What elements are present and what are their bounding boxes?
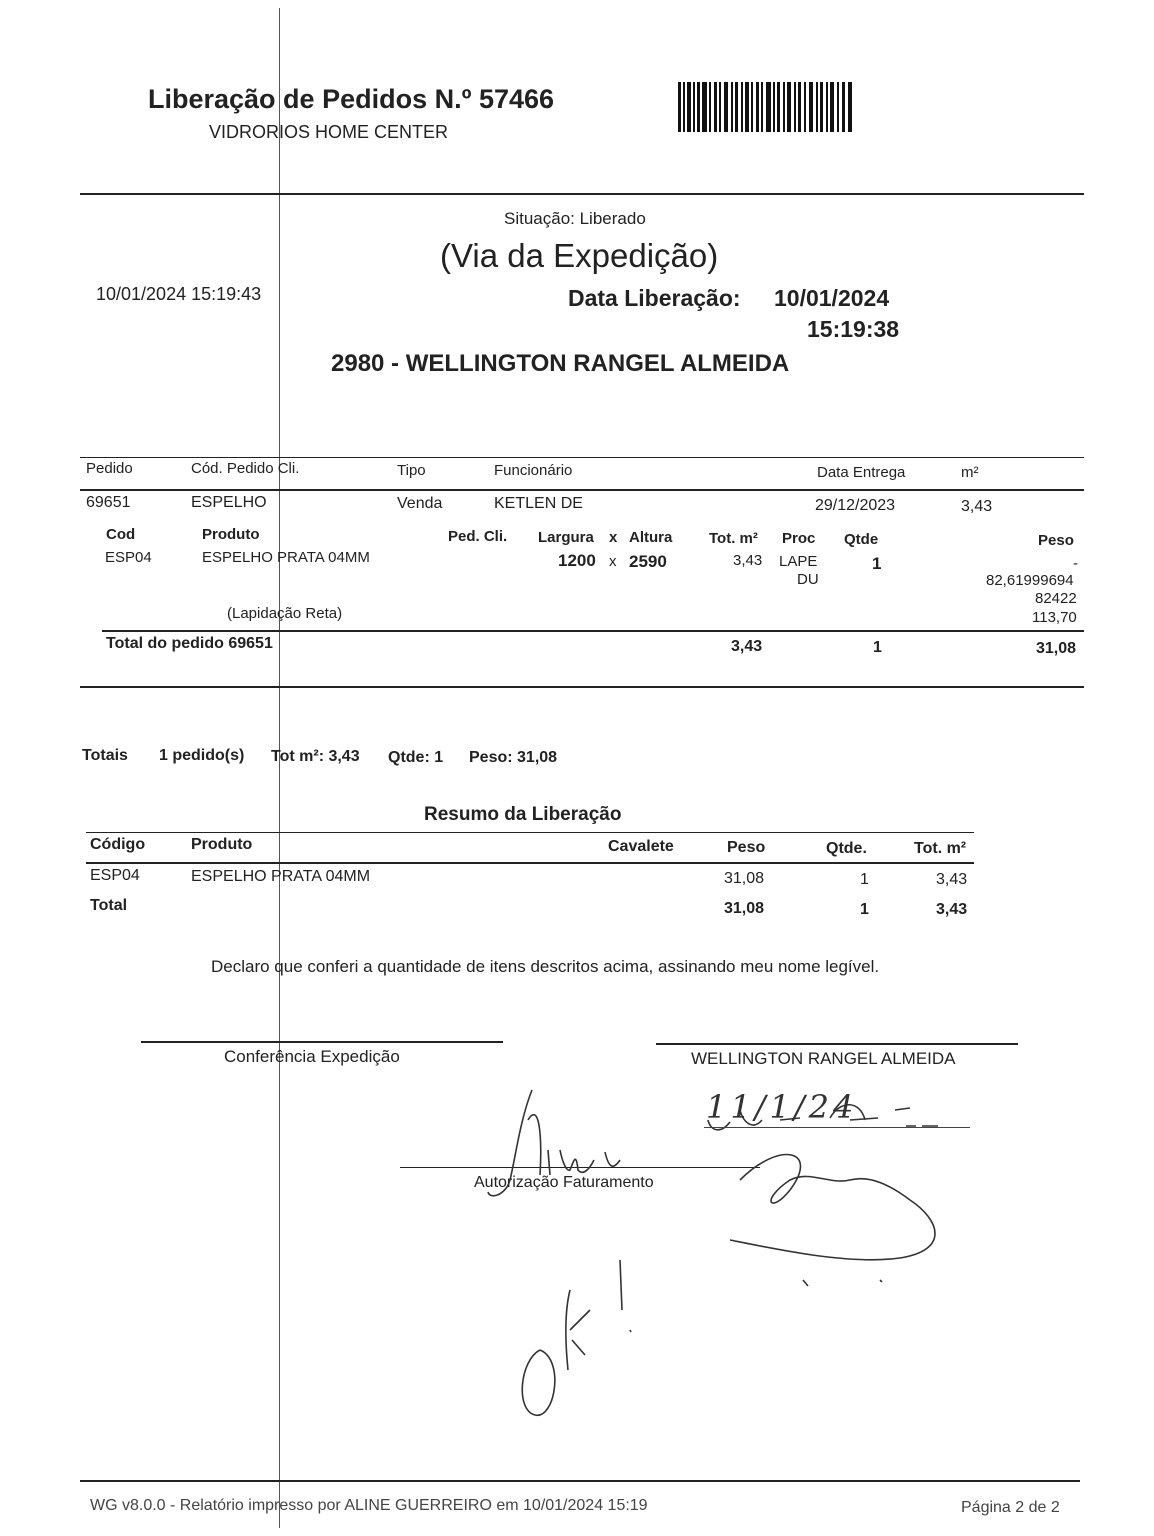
item-qtde: 1 (872, 554, 882, 573)
footer-right: Página 2 de 2 (961, 1499, 1060, 1516)
resumo-header-cavalete: Cavalete (608, 838, 674, 855)
item-note: (Lapidação Reta) (227, 605, 343, 622)
handwritten-date-text: 11/1/24 (706, 1088, 858, 1126)
document-title: Liberação de Pedidos N.º 57466 (148, 84, 555, 114)
resumo-row-peso: 31,08 (724, 870, 765, 887)
order-bottom-line (80, 686, 1084, 688)
resumo-total-label: Total (90, 897, 128, 914)
resumo-top-line (86, 832, 974, 833)
signature-label-cliente: WELLINGTON RANGEL ALMEIDA (691, 1049, 956, 1068)
order-total-label: Total do pedido 69651 (106, 635, 273, 652)
item-peso-3: 113,70 (1032, 609, 1077, 626)
handwritten-date-underline (704, 1127, 970, 1128)
col-header-m2: m² (961, 464, 979, 481)
resumo-header-produto: Produto (191, 836, 253, 853)
handwritten-ok-mark (510, 1240, 650, 1430)
order-header-line (80, 489, 1084, 491)
resumo-header-line (86, 862, 974, 864)
item-header-largura: Largura (538, 529, 594, 546)
item-peso-dash: - (1073, 555, 1078, 572)
totais-label: Totais (82, 747, 128, 764)
order-funcionario: KETLEN DE (494, 495, 583, 512)
item-x: x (609, 553, 617, 570)
item-header-cod: Cod (106, 526, 136, 543)
order-pedido: 69651 (86, 494, 131, 511)
resumo-header-tot-m2: Tot. m² (914, 840, 967, 857)
order-total-m2: 3,43 (731, 638, 763, 655)
item-tot-m2: 3,43 (733, 552, 763, 569)
order-table-top-line (80, 457, 1084, 458)
resumo-row-tot-m2: 3,43 (936, 871, 968, 888)
resumo-row-produto: ESPELHO PRATA 04MM (191, 868, 371, 885)
item-header-peso: Peso (1038, 532, 1074, 549)
totais-peso: Peso: 31,08 (469, 749, 558, 766)
data-liberacao-date: 10/01/2024 (774, 285, 890, 311)
signature-label-autorizacao: Autorização Faturamento (474, 1174, 654, 1191)
item-proc-1: LAPE (779, 553, 818, 570)
item-proc-2: DU (797, 571, 819, 588)
situacao-label: Situação: Liberado (504, 209, 646, 228)
totais-qtde: Qtde: 1 (388, 749, 444, 766)
barcode-image (678, 82, 854, 134)
item-produto: ESPELHO PRATA 04MM (202, 549, 370, 566)
item-cod: ESP04 (105, 549, 152, 566)
order-total-line (102, 630, 1084, 632)
footer-left: WG v8.0.0 - Relatório impresso por ALINE GUERREIRO em 10/01/2024 15:19 (90, 1497, 648, 1514)
item-largura: 1200 (558, 551, 596, 570)
via-label: (Via da Expedição) (440, 237, 719, 274)
resumo-header-peso: Peso (727, 839, 766, 856)
footer-divider (80, 1480, 1080, 1482)
scan-artifact-line (279, 8, 280, 1528)
resumo-row-codigo: ESP04 (90, 867, 140, 884)
order-total-qtde: 1 (873, 639, 882, 656)
signature-line-cliente (656, 1043, 1018, 1045)
totais-tot-m2: Tot m²: 3,43 (271, 748, 360, 765)
item-header-x: x (609, 529, 618, 546)
col-header-tipo: Tipo (397, 462, 426, 479)
col-header-funcionario: Funcionário (494, 462, 573, 479)
handwritten-signature-aline (470, 1080, 640, 1210)
col-header-pedido: Pedido (86, 460, 133, 477)
signature-line-conferencia (141, 1041, 503, 1043)
data-liberacao-time: 15:19:38 (807, 316, 900, 342)
item-altura: 2590 (629, 552, 667, 571)
signature-label-conferencia: Conferência Expedição (224, 1047, 400, 1066)
header-divider (80, 193, 1084, 195)
declaration-text: Declaro que conferi a quantidade de itens descritos acima, assinando meu nome legível. (211, 957, 880, 976)
order-cod-pedido-cli: ESPELHO (191, 494, 267, 511)
data-liberacao-label: Data Liberação: (568, 285, 741, 311)
order-total-peso: 31,08 (1036, 640, 1077, 657)
resumo-title: Resumo da Liberação (424, 804, 622, 825)
item-header-altura: Altura (629, 529, 673, 546)
cliente-name: 2980 - WELLINGTON RANGEL ALMEIDA (331, 350, 790, 377)
company-name: VIDRORIOS HOME CENTER (209, 122, 449, 142)
item-header-proc: Proc (782, 530, 816, 547)
order-tipo: Venda (397, 495, 443, 512)
printed-datetime: 10/01/2024 15:19:43 (96, 284, 262, 304)
item-header-ped-cli: Ped. Cli. (448, 528, 508, 545)
handwritten-date (706, 1088, 857, 1126)
resumo-header-qtde: Qtde. (826, 840, 867, 857)
totais-pedidos: 1 pedido(s) (159, 747, 245, 764)
col-header-cod-pedido-cli: Cód. Pedido Cli. (191, 460, 300, 477)
item-header-tot-m2: Tot. m² (709, 530, 758, 547)
item-header-qtde: Qtde (844, 531, 879, 548)
resumo-header-codigo: Código (90, 836, 146, 853)
item-header-produto: Produto (202, 526, 260, 543)
col-header-data-entrega: Data Entrega (817, 464, 906, 481)
resumo-total-peso: 31,08 (724, 900, 765, 917)
order-m2: 3,43 (961, 498, 993, 515)
resumo-row-qtde: 1 (860, 871, 869, 888)
order-data-entrega: 29/12/2023 (815, 497, 896, 514)
resumo-total-tot-m2: 3,43 (936, 901, 968, 918)
item-peso-2: 82422 (1035, 590, 1077, 607)
item-peso-1: 82,61999694 (986, 572, 1074, 589)
resumo-total-qtde: 1 (860, 901, 869, 918)
